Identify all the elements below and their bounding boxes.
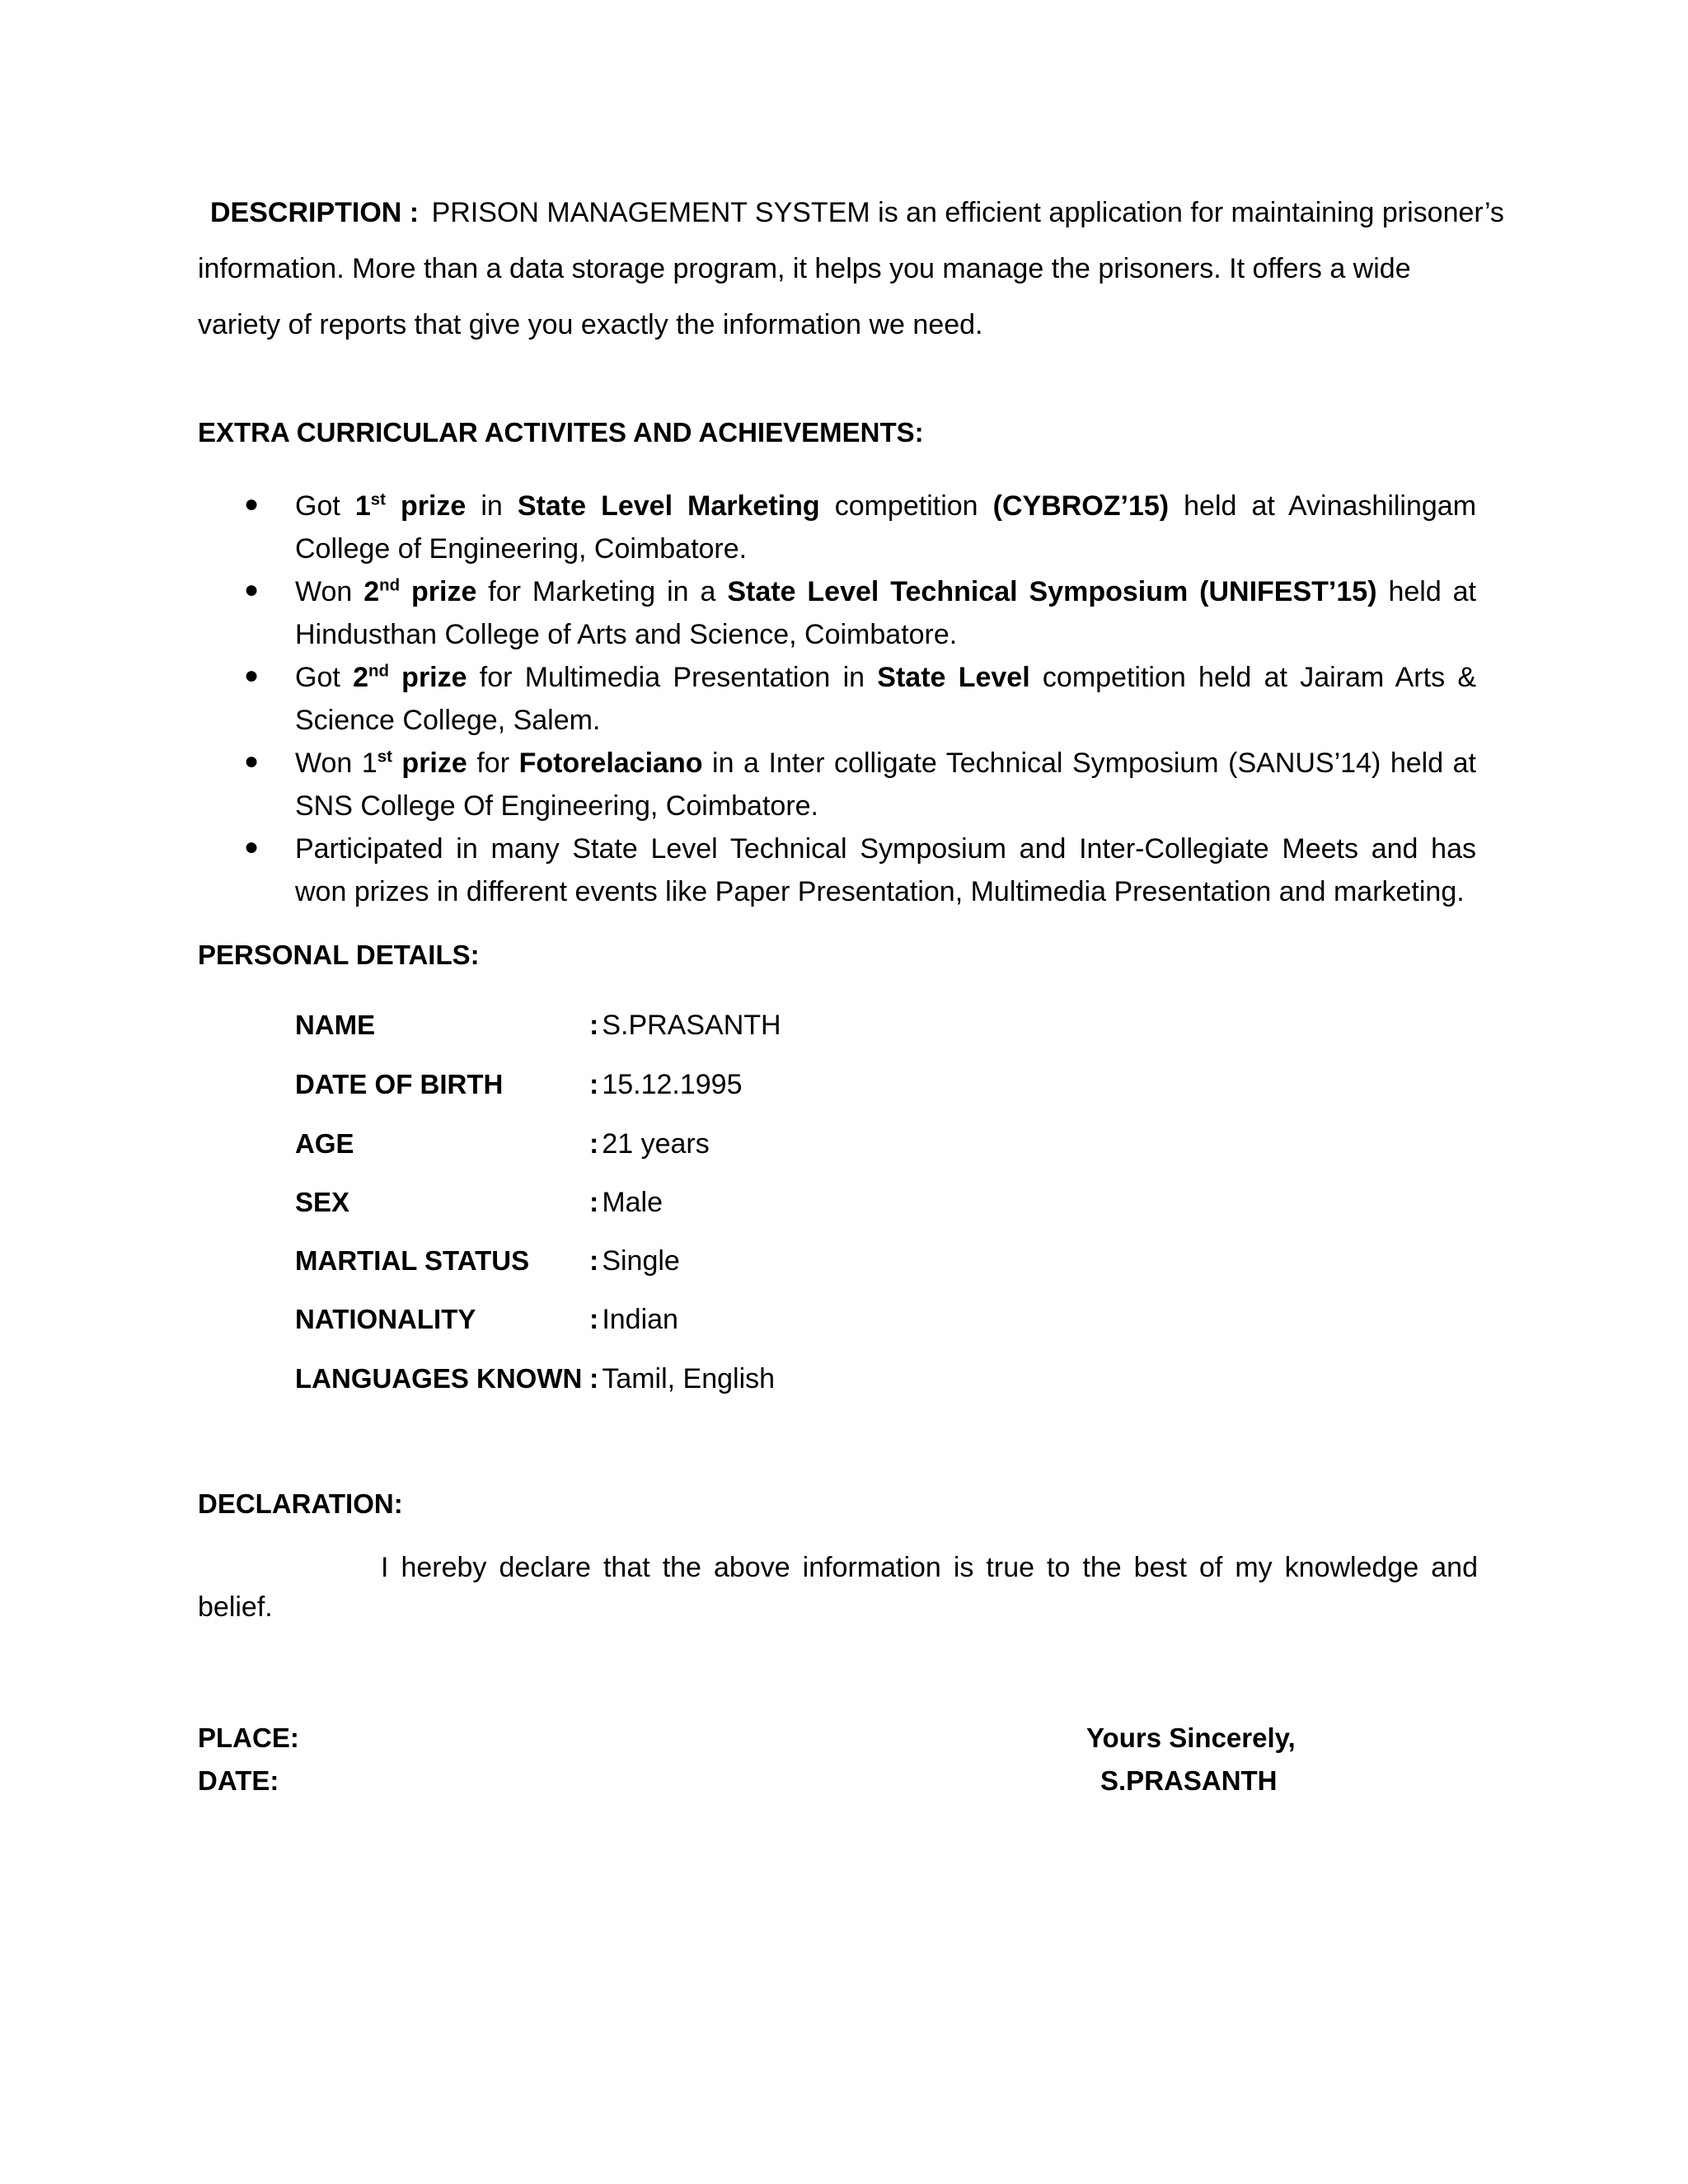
declaration-heading: DECLARATION: bbox=[198, 1488, 403, 1519]
closing-text: Yours Sincerely, bbox=[1086, 1722, 1296, 1753]
dob-value: : 15.12.1995 bbox=[589, 1069, 743, 1100]
place-label: PLACE: bbox=[198, 1722, 299, 1753]
dob-label: DATE OF BIRTH bbox=[295, 1069, 504, 1099]
languages-value: : Tamil, English bbox=[589, 1363, 776, 1394]
sex-value: : Male bbox=[589, 1187, 663, 1218]
description-line-1 bbox=[210, 196, 1504, 229]
bullet-dot: ● bbox=[244, 833, 260, 860]
marital-status-value: : Single bbox=[589, 1245, 680, 1277]
achievement-item-3: Got 2nd prize for Multimedia Presentation in State Level competition held at Jairam Arts & Science College, Salem. bbox=[295, 662, 1477, 736]
description-text-1: PRISON MANAGEMENT SYSTEM is an efficient application for maintaining prisoner’s bbox=[431, 197, 1504, 228]
signature-name: S.PRASANTH bbox=[1100, 1765, 1278, 1796]
achievement-item-2: Won 2nd prize for Marketing in a State Level Technical Symposium (UNIFEST’15) held at Hindusthan College of Arts and Science, Coimbatore. bbox=[295, 576, 1477, 650]
date-label: DATE: bbox=[198, 1765, 279, 1796]
achievement-item-4: Won 1st prize for Fotorelaciano in a Inter colligate Technical Symposium (SANUS’14) held at SNS College Of Engineering, Coimbatore. bbox=[295, 748, 1477, 822]
age-label: AGE bbox=[295, 1128, 354, 1159]
nationality-label: NATIONALITY bbox=[295, 1304, 476, 1334]
name-label: NAME bbox=[295, 1010, 376, 1040]
nationality-value: : Indian bbox=[589, 1304, 678, 1335]
achievements-heading: EXTRA CURRICULAR ACTIVITES AND ACHIEVEMENTS: bbox=[198, 417, 924, 448]
languages-label: LANGUAGES KNOWN bbox=[295, 1363, 583, 1394]
description-line-3: variety of reports that give you exactly the information we need. bbox=[198, 309, 983, 340]
bullet-dot: ● bbox=[244, 490, 260, 518]
age-value: : 21 years bbox=[589, 1128, 710, 1160]
achievement-item-5: Participated in many State Level Technical Symposium and Inter-Collegiate Meets and has won prizes in different events like Paper Presentation, Multimedia Presentation and marketing. bbox=[295, 833, 1476, 907]
description-label: DESCRIPTION : bbox=[210, 197, 420, 228]
bullet-dot: ● bbox=[244, 662, 260, 689]
declaration-text: I hereby declare that the above information is true to the best of my knowledge and belief. bbox=[198, 1552, 1478, 1623]
description-line-2: information. More than a data storage program, it helps you manage the prisoners. It offers a wide bbox=[198, 253, 1411, 284]
personal-details-heading: PERSONAL DETAILS: bbox=[198, 940, 480, 970]
sex-label: SEX bbox=[295, 1187, 350, 1217]
bullet-dot: ● bbox=[244, 748, 260, 775]
marital-status-label: MARTIAL STATUS bbox=[295, 1245, 530, 1276]
bullet-dot: ● bbox=[244, 576, 260, 603]
name-value: : S.PRASANTH bbox=[589, 1010, 781, 1041]
achievement-item-1: Got 1st prize in State Level Marketing competition (CYBROZ’15) held at Avinashilingam College of Engineering, Coimbatore. bbox=[295, 490, 1477, 565]
